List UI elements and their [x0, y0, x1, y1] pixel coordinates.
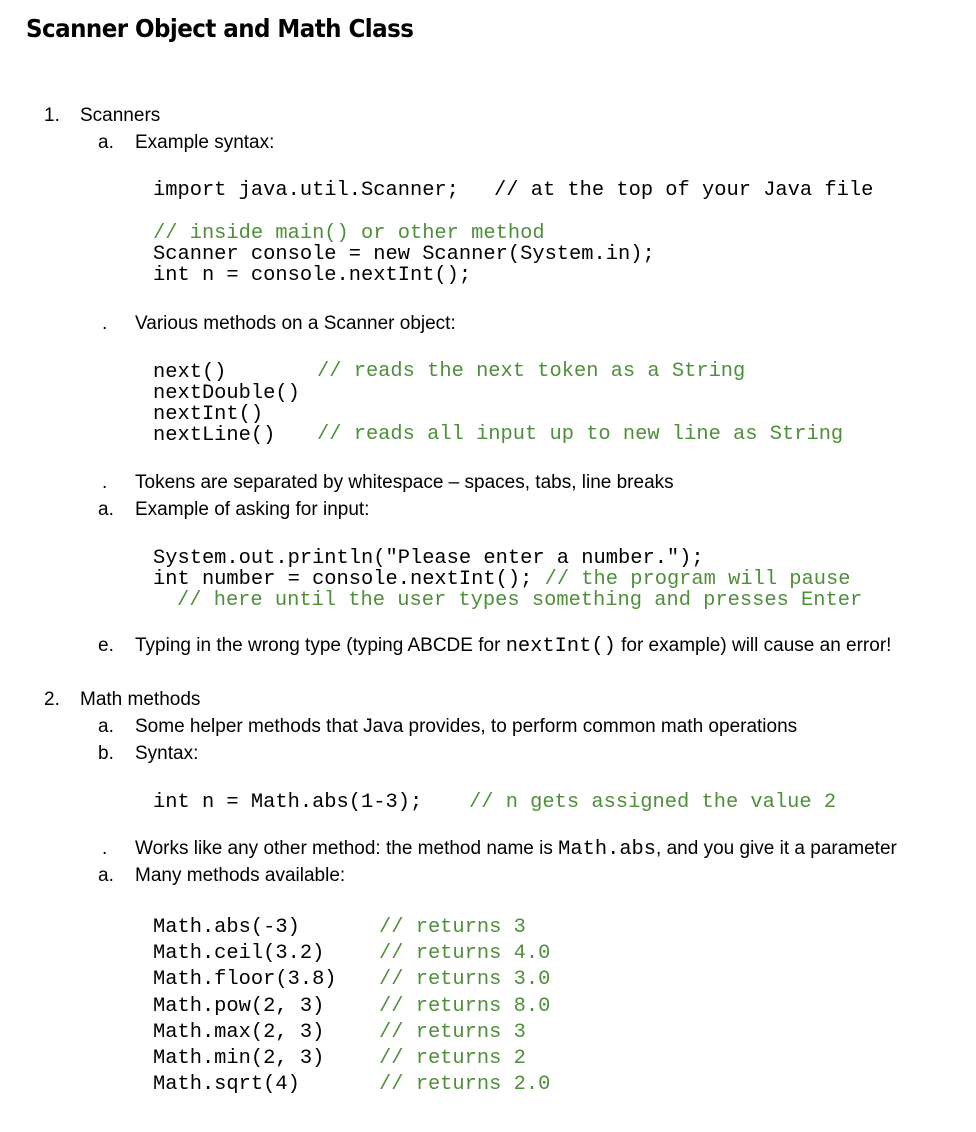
section-2-marker: 2. — [44, 689, 60, 710]
import-code: import java.util.Scanner; — [153, 179, 459, 202]
page-title: Scanner Object and Math Class — [26, 14, 414, 43]
item-2a-marker: a. — [98, 716, 114, 737]
math-max-line: Math.max(2, 3) — [153, 1020, 325, 1044]
item-2c-marker: . — [102, 838, 108, 859]
math-abs-comment: // returns 3 — [379, 916, 526, 939]
item-1d-marker: a. — [98, 499, 114, 520]
math-pow-comment: // returns 8.0 — [379, 994, 551, 1018]
import-comment: // at the top of your Java file — [494, 179, 874, 202]
section-2-heading: Math methods — [80, 689, 201, 710]
item-1b-marker: . — [102, 313, 108, 334]
abs-syntax-comment: // n gets assigned the value 2 — [469, 791, 837, 814]
main-comment: // inside main() or other method — [153, 222, 545, 245]
item-1c-text: Tokens are separated by whitespace – spaces, tabs, line breaks — [135, 472, 674, 493]
math-max-comment: // returns 3 — [379, 1020, 526, 1044]
item-1d-text: Example of asking for input: — [135, 499, 370, 520]
math-floor-comment: // returns 3.0 — [379, 968, 551, 992]
scanner-methods-code — [153, 362, 300, 446]
item-2c-text: Works like any other method: the method name is Math.abs, and you give it a parameter — [135, 838, 897, 861]
abs-syntax-code: int n = Math.abs(1-3); — [153, 791, 423, 814]
section-1-marker: 1. — [44, 105, 60, 126]
math-ceil-line: Math.ceil(3.2) — [153, 942, 325, 966]
method-nextdouble: nextDouble() — [153, 382, 300, 405]
math-sqrt-line: Math.sqrt(4) — [153, 1073, 300, 1097]
scanner-code-block — [153, 223, 655, 286]
item-2a-text: Some helper methods that Java provides, to perform common math operations — [135, 716, 798, 737]
method-nextline: nextLine() — [153, 424, 276, 447]
item-1b-text: Various methods on a Scanner object: — [135, 313, 456, 334]
method-next-comment: // reads the next token as a String — [317, 360, 746, 383]
math-floor-line: Math.floor(3.8) — [153, 968, 337, 992]
item-2d-text: Many methods available: — [135, 865, 346, 886]
method-nextline-comment: // reads all input up to new line as String — [317, 423, 844, 446]
math-abs-line: Math.abs(-3) — [153, 916, 300, 939]
item-1e-marker: e. — [98, 635, 114, 656]
section-1-heading: Scanners — [80, 105, 161, 126]
math-abs-inline-code: Math.abs — [558, 838, 657, 861]
number-line-comment-cont: // here until the user types something and presses Enter — [177, 589, 863, 612]
math-ceil-comment: // returns 4.0 — [379, 942, 551, 966]
println-line: System.out.println("Please enter a number."); — [153, 547, 704, 570]
input-example-code — [153, 548, 862, 611]
scanner-decl-line: Scanner console = new Scanner(System.in); — [153, 243, 655, 266]
item-2d-marker: a. — [98, 865, 114, 886]
nextint-inline-code: nextInt() — [505, 635, 616, 658]
item-1a-marker: a. — [98, 132, 114, 153]
math-sqrt-comment: // returns 2.0 — [379, 1073, 551, 1097]
item-1c-marker: . — [102, 472, 108, 493]
item-1e-text: Typing in the wrong type (typing ABCDE for nextInt() for example) will cause an error! — [135, 635, 892, 658]
number-line-comment: // the program will pause — [544, 568, 851, 591]
method-next: next() — [153, 361, 227, 384]
item-2b-text: Syntax: — [135, 743, 199, 764]
number-line: int number = console.nextInt(); // the program will pause — [153, 568, 851, 591]
math-methods-comments — [379, 915, 550, 1098]
item-2b-marker: b. — [98, 743, 114, 764]
math-methods-code — [153, 915, 337, 1098]
math-pow-line: Math.pow(2, 3) — [153, 994, 325, 1018]
nextint-line: int n = console.nextInt(); — [153, 264, 472, 287]
math-min-line: Math.min(2, 3) — [153, 1047, 325, 1071]
math-min-comment: // returns 2 — [379, 1047, 526, 1071]
method-nextint: nextInt() — [153, 403, 264, 426]
item-1a-text: Example syntax: — [135, 132, 275, 153]
